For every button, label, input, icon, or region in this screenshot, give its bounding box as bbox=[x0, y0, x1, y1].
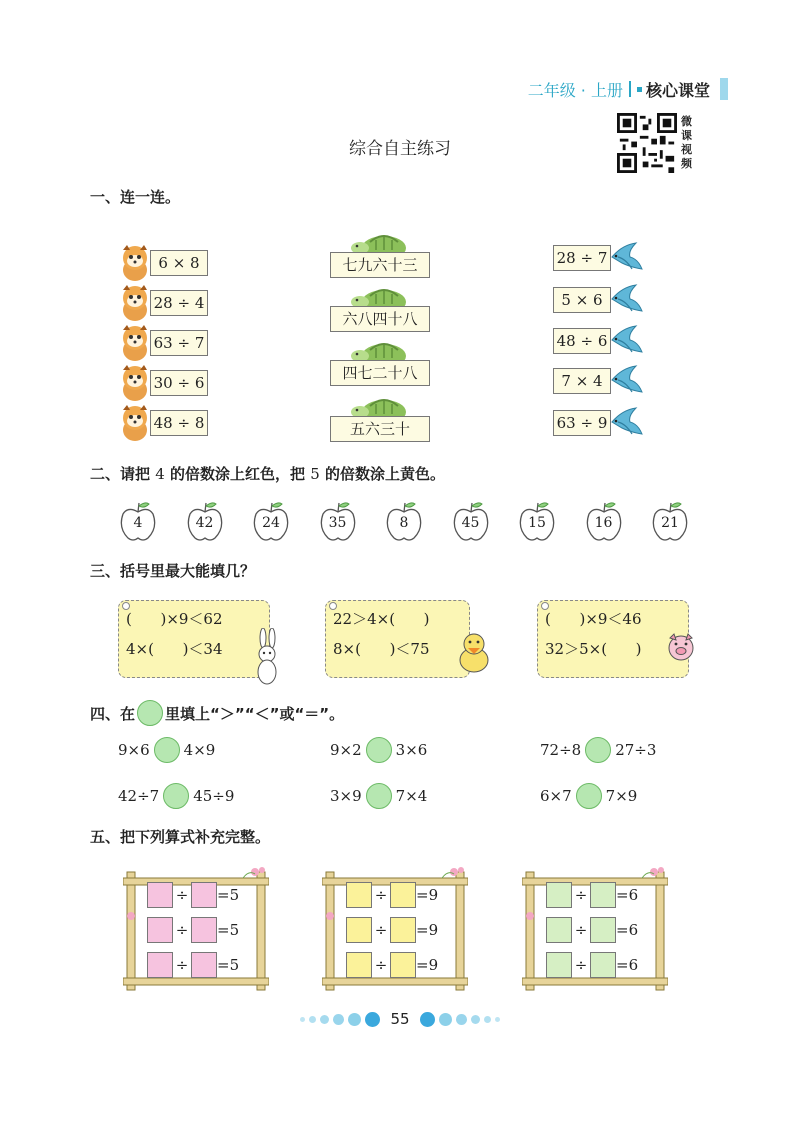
blank-square[interactable] bbox=[390, 952, 416, 978]
section2-number-5: 5 bbox=[310, 465, 320, 483]
equation-operator: ÷ bbox=[374, 921, 388, 939]
apple-item[interactable] bbox=[185, 500, 225, 542]
apple-item[interactable] bbox=[650, 500, 690, 542]
compare-item bbox=[118, 783, 234, 809]
compare-item bbox=[330, 737, 427, 763]
compare-answer-circle[interactable] bbox=[366, 737, 392, 763]
apple-item[interactable] bbox=[517, 500, 557, 542]
footer-dot bbox=[300, 1017, 305, 1022]
equation-row bbox=[147, 882, 239, 908]
compare-item bbox=[118, 737, 215, 763]
equation-result: =6 bbox=[616, 921, 639, 939]
apple-item[interactable] bbox=[384, 500, 424, 542]
blank-square[interactable] bbox=[590, 952, 616, 978]
section1-heading: 一、连一连。 bbox=[90, 188, 181, 206]
expr-box-left: 48 ÷ 8 bbox=[150, 410, 208, 436]
red-panda-icon bbox=[118, 364, 152, 402]
equation-result: =6 bbox=[616, 956, 639, 974]
apple-item[interactable] bbox=[118, 500, 158, 542]
footer-dot bbox=[365, 1012, 380, 1027]
apple-number: 4 bbox=[133, 515, 143, 531]
header-grade: 二年级 · 上册 bbox=[527, 80, 623, 100]
section4-heading-b: 里填上“＞”“＜”或“＝”。 bbox=[165, 704, 345, 723]
expr-box-right: 7 × 4 bbox=[553, 368, 611, 394]
section2-heading bbox=[90, 463, 445, 484]
red-panda-icon bbox=[118, 404, 152, 442]
turtle-icon bbox=[348, 336, 412, 362]
compare-right: 4×9 bbox=[183, 741, 216, 759]
equation-row bbox=[546, 952, 638, 978]
compare-right: 7×4 bbox=[395, 787, 428, 805]
footer-dot bbox=[420, 1012, 435, 1027]
footer-dot bbox=[320, 1015, 329, 1024]
red-panda-icon bbox=[118, 284, 152, 322]
equation-result: =5 bbox=[217, 886, 240, 904]
verse-box: 五六三十 bbox=[330, 416, 430, 442]
swallow-bird-icon bbox=[608, 404, 644, 440]
apple-item[interactable] bbox=[251, 500, 291, 542]
compare-answer-circle[interactable] bbox=[576, 783, 602, 809]
apple-number: 45 bbox=[461, 515, 480, 531]
equation-operator: ÷ bbox=[175, 886, 189, 904]
verse-box: 七九六十三 bbox=[330, 252, 430, 278]
apple-number: 24 bbox=[262, 515, 280, 531]
footer-dot bbox=[333, 1014, 344, 1025]
equation-result: =6 bbox=[616, 886, 639, 904]
inequality-line[interactable]: 8×( )＜75 bbox=[333, 640, 430, 658]
compare-answer-circle[interactable] bbox=[154, 737, 180, 763]
blank-square[interactable] bbox=[147, 917, 173, 943]
blank-square[interactable] bbox=[191, 917, 217, 943]
equation-row bbox=[346, 917, 438, 943]
footer-dot bbox=[471, 1015, 480, 1024]
equation-result: =9 bbox=[416, 921, 439, 939]
qr-code-icon[interactable] bbox=[617, 113, 677, 173]
section2-number-4: 4 bbox=[155, 465, 165, 483]
apple-number: 8 bbox=[399, 515, 409, 531]
swallow-bird-icon bbox=[608, 281, 644, 317]
swallow-bird-icon bbox=[608, 362, 644, 398]
swallow-bird-icon bbox=[608, 322, 644, 358]
inequality-line[interactable]: 32＞5×( ) bbox=[545, 640, 642, 658]
footer-dot bbox=[439, 1013, 452, 1026]
red-panda-icon bbox=[118, 324, 152, 362]
blank-square[interactable] bbox=[546, 917, 572, 943]
footer-dot bbox=[348, 1013, 361, 1026]
blank-square[interactable] bbox=[590, 882, 616, 908]
compare-answer-circle[interactable] bbox=[163, 783, 189, 809]
compare-right: 45÷9 bbox=[193, 787, 235, 805]
verse-box: 四七二十八 bbox=[330, 360, 430, 386]
footer-dot bbox=[309, 1016, 316, 1023]
apple-number: 21 bbox=[661, 515, 679, 531]
footer-dot bbox=[484, 1016, 491, 1023]
section4-heading-a: 四、在 bbox=[90, 704, 136, 723]
duck-icon bbox=[456, 630, 492, 674]
blank-square[interactable] bbox=[546, 952, 572, 978]
apple-number: 35 bbox=[328, 515, 347, 531]
expr-box-right: 5 × 6 bbox=[553, 287, 611, 313]
equation-result: =9 bbox=[416, 956, 439, 974]
header-tab-marker bbox=[720, 78, 728, 100]
turtle-icon bbox=[348, 282, 412, 308]
expr-box-left: 63 ÷ 7 bbox=[150, 330, 208, 356]
blank-square[interactable] bbox=[147, 952, 173, 978]
inequality-line[interactable]: 22＞4×( ) bbox=[333, 610, 430, 628]
section3-heading: 三、括号里最大能填几？ bbox=[90, 562, 256, 580]
blank-square[interactable] bbox=[390, 917, 416, 943]
footer-dot bbox=[456, 1014, 467, 1025]
compare-answer-circle[interactable] bbox=[366, 783, 392, 809]
equation-row bbox=[546, 882, 638, 908]
expr-box-left: 30 ÷ 6 bbox=[150, 370, 208, 396]
turtle-icon bbox=[348, 392, 412, 418]
rabbit-icon bbox=[252, 628, 282, 686]
equation-operator: ÷ bbox=[574, 886, 588, 904]
equation-operator: ÷ bbox=[574, 921, 588, 939]
page-header bbox=[528, 76, 710, 102]
equation-row bbox=[346, 952, 438, 978]
verse-box: 六八四十八 bbox=[330, 306, 430, 332]
expr-box-right: 28 ÷ 7 bbox=[553, 245, 611, 271]
blank-square[interactable] bbox=[191, 882, 217, 908]
equation-operator: ÷ bbox=[374, 956, 388, 974]
section4-heading bbox=[90, 700, 344, 726]
blank-square[interactable] bbox=[346, 952, 372, 978]
compare-item bbox=[540, 783, 637, 809]
equation-row bbox=[346, 882, 438, 908]
apple-item[interactable] bbox=[584, 500, 624, 542]
compare-left: 6×7 bbox=[540, 787, 572, 805]
compare-left: 9×6 bbox=[118, 741, 150, 759]
swallow-bird-icon bbox=[608, 239, 644, 275]
section5-heading: 五、把下列算式补充完整。 bbox=[90, 828, 271, 846]
equation-result: =5 bbox=[217, 956, 240, 974]
page-title: 综合自主练习 bbox=[349, 139, 451, 159]
section2-heading-c: 的倍数涂上黄色。 bbox=[319, 465, 446, 483]
page-number: 55 bbox=[390, 1010, 410, 1028]
equation-operator: ÷ bbox=[175, 956, 189, 974]
inequality-line[interactable]: 4×( )＜34 bbox=[126, 640, 223, 658]
section2-heading-b: 的倍数涂上红色，把 bbox=[164, 465, 311, 483]
equation-operator: ÷ bbox=[574, 956, 588, 974]
compare-right: 27÷3 bbox=[615, 741, 657, 759]
blank-square[interactable] bbox=[346, 882, 372, 908]
expr-box-right: 48 ÷ 6 bbox=[553, 328, 611, 354]
apple-item[interactable] bbox=[451, 500, 491, 542]
compare-right: 7×9 bbox=[605, 787, 638, 805]
apple-item[interactable] bbox=[318, 500, 358, 542]
header-series: 核心课堂 bbox=[645, 80, 710, 100]
footer-dot bbox=[495, 1017, 500, 1022]
pig-icon bbox=[665, 632, 697, 664]
inequality-line[interactable]: ( )×9＜46 bbox=[545, 610, 642, 628]
equation-row bbox=[147, 952, 239, 978]
blank-square[interactable] bbox=[390, 882, 416, 908]
expr-box-right: 63 ÷ 9 bbox=[553, 410, 611, 436]
equation-operator: ÷ bbox=[374, 886, 388, 904]
section2-heading-a: 二、请把 bbox=[90, 465, 156, 483]
expr-box-left: 6 × 8 bbox=[150, 250, 208, 276]
compare-answer-circle[interactable] bbox=[585, 737, 611, 763]
compare-left: 42÷7 bbox=[118, 787, 160, 805]
blank-square[interactable] bbox=[346, 917, 372, 943]
turtle-icon bbox=[348, 228, 412, 254]
compare-item bbox=[330, 783, 427, 809]
page-footer bbox=[0, 1010, 800, 1028]
compare-left: 9×2 bbox=[330, 741, 362, 759]
equation-operator: ÷ bbox=[175, 921, 189, 939]
blank-square[interactable] bbox=[191, 952, 217, 978]
apple-number: 16 bbox=[594, 515, 613, 531]
blank-square[interactable] bbox=[590, 917, 616, 943]
equation-row bbox=[147, 917, 239, 943]
compare-left: 72÷8 bbox=[540, 741, 582, 759]
equation-row bbox=[546, 917, 638, 943]
compare-right: 3×6 bbox=[395, 741, 428, 759]
expr-box-left: 28 ÷ 4 bbox=[150, 290, 208, 316]
header-divider bbox=[629, 81, 631, 97]
blank-square[interactable] bbox=[147, 882, 173, 908]
compare-left: 3×9 bbox=[330, 787, 362, 805]
inequality-line[interactable]: ( )×9＜62 bbox=[126, 610, 223, 628]
qr-caption: 微课视频 bbox=[681, 115, 692, 170]
header-square-icon bbox=[637, 87, 642, 92]
compare-item bbox=[540, 737, 656, 763]
green-circle-icon bbox=[137, 700, 163, 726]
apple-number: 42 bbox=[195, 515, 214, 531]
equation-result: =5 bbox=[217, 921, 240, 939]
red-panda-icon bbox=[118, 244, 152, 282]
equation-result: =9 bbox=[416, 886, 439, 904]
blank-square[interactable] bbox=[546, 882, 572, 908]
apple-number: 15 bbox=[528, 515, 546, 531]
